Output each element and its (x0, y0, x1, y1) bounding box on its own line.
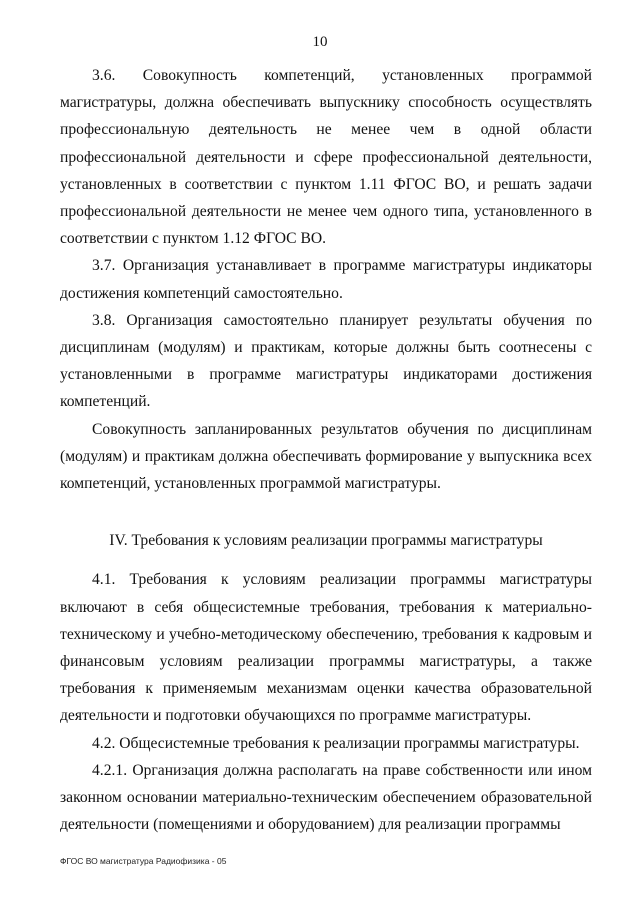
paragraph-4-2-1: 4.2.1. Организация должна располагать на праве собственности или ином законном основании материально-техническим обеспечением образовательной деятельности (помещениями и оборудованием) для реализации программы (60, 761, 592, 834)
page-number: 10 (312, 34, 328, 50)
paragraph-4-1: 4.1. Требования к условиям реализации программы магистратуры включают в себя общесистемные требования, требования к материально-техническому и учебно-методическому обеспечению, требования к кадровым и финансовым условиям реализации программы магистратуры, а также требования к применяемым механизмам оценки качества образовательной деятельности и подготовки обучающихся по программе магистратуры. (60, 571, 592, 725)
paragraph-4-2: 4.2. Общесистемные требования к реализации программы магистратуры. (92, 734, 580, 752)
paragraph-3-6: 3.6. Совокупность компетенций, установленных программой магистратуры, должна обеспечивать выпускнику способность осуществлять профессиональную деятельность не менее чем в одной области профессиональной деятельности и сфере профессиональной деятельности, установленных в соответствии с пунктом 1.11 ФГОС ВО, и решать задачи профессиональной деятельности не менее чем одного типа, установленного в соответствии с пунктом 1.12 ФГОС ВО. (60, 67, 592, 248)
document-body (60, 62, 592, 838)
footer-note: ФГОС ВО магистратура Радиофизика - 05 (60, 856, 227, 866)
section-heading: IV. Требования к условиям реализации программы магистратуры (109, 532, 543, 550)
paragraph-3-7: 3.7. Организация устанавливает в программе магистратуры индикаторы достижения компетенций самостоятельно. (60, 257, 592, 302)
paragraph-3-8: 3.8. Организация самостоятельно планирует результаты обучения по дисциплинам (модулям) и практикам, которые должны быть соотнесены с установленными в программе магистратуры индикаторами достижения компетенций. (60, 311, 592, 411)
paragraph-summary: Совокупность запланированных результатов обучения по дисциплинам (модулям) и практикам должна обеспечивать формирование у выпускника всех компетенций, установленных программой магистратуры. (60, 420, 592, 493)
